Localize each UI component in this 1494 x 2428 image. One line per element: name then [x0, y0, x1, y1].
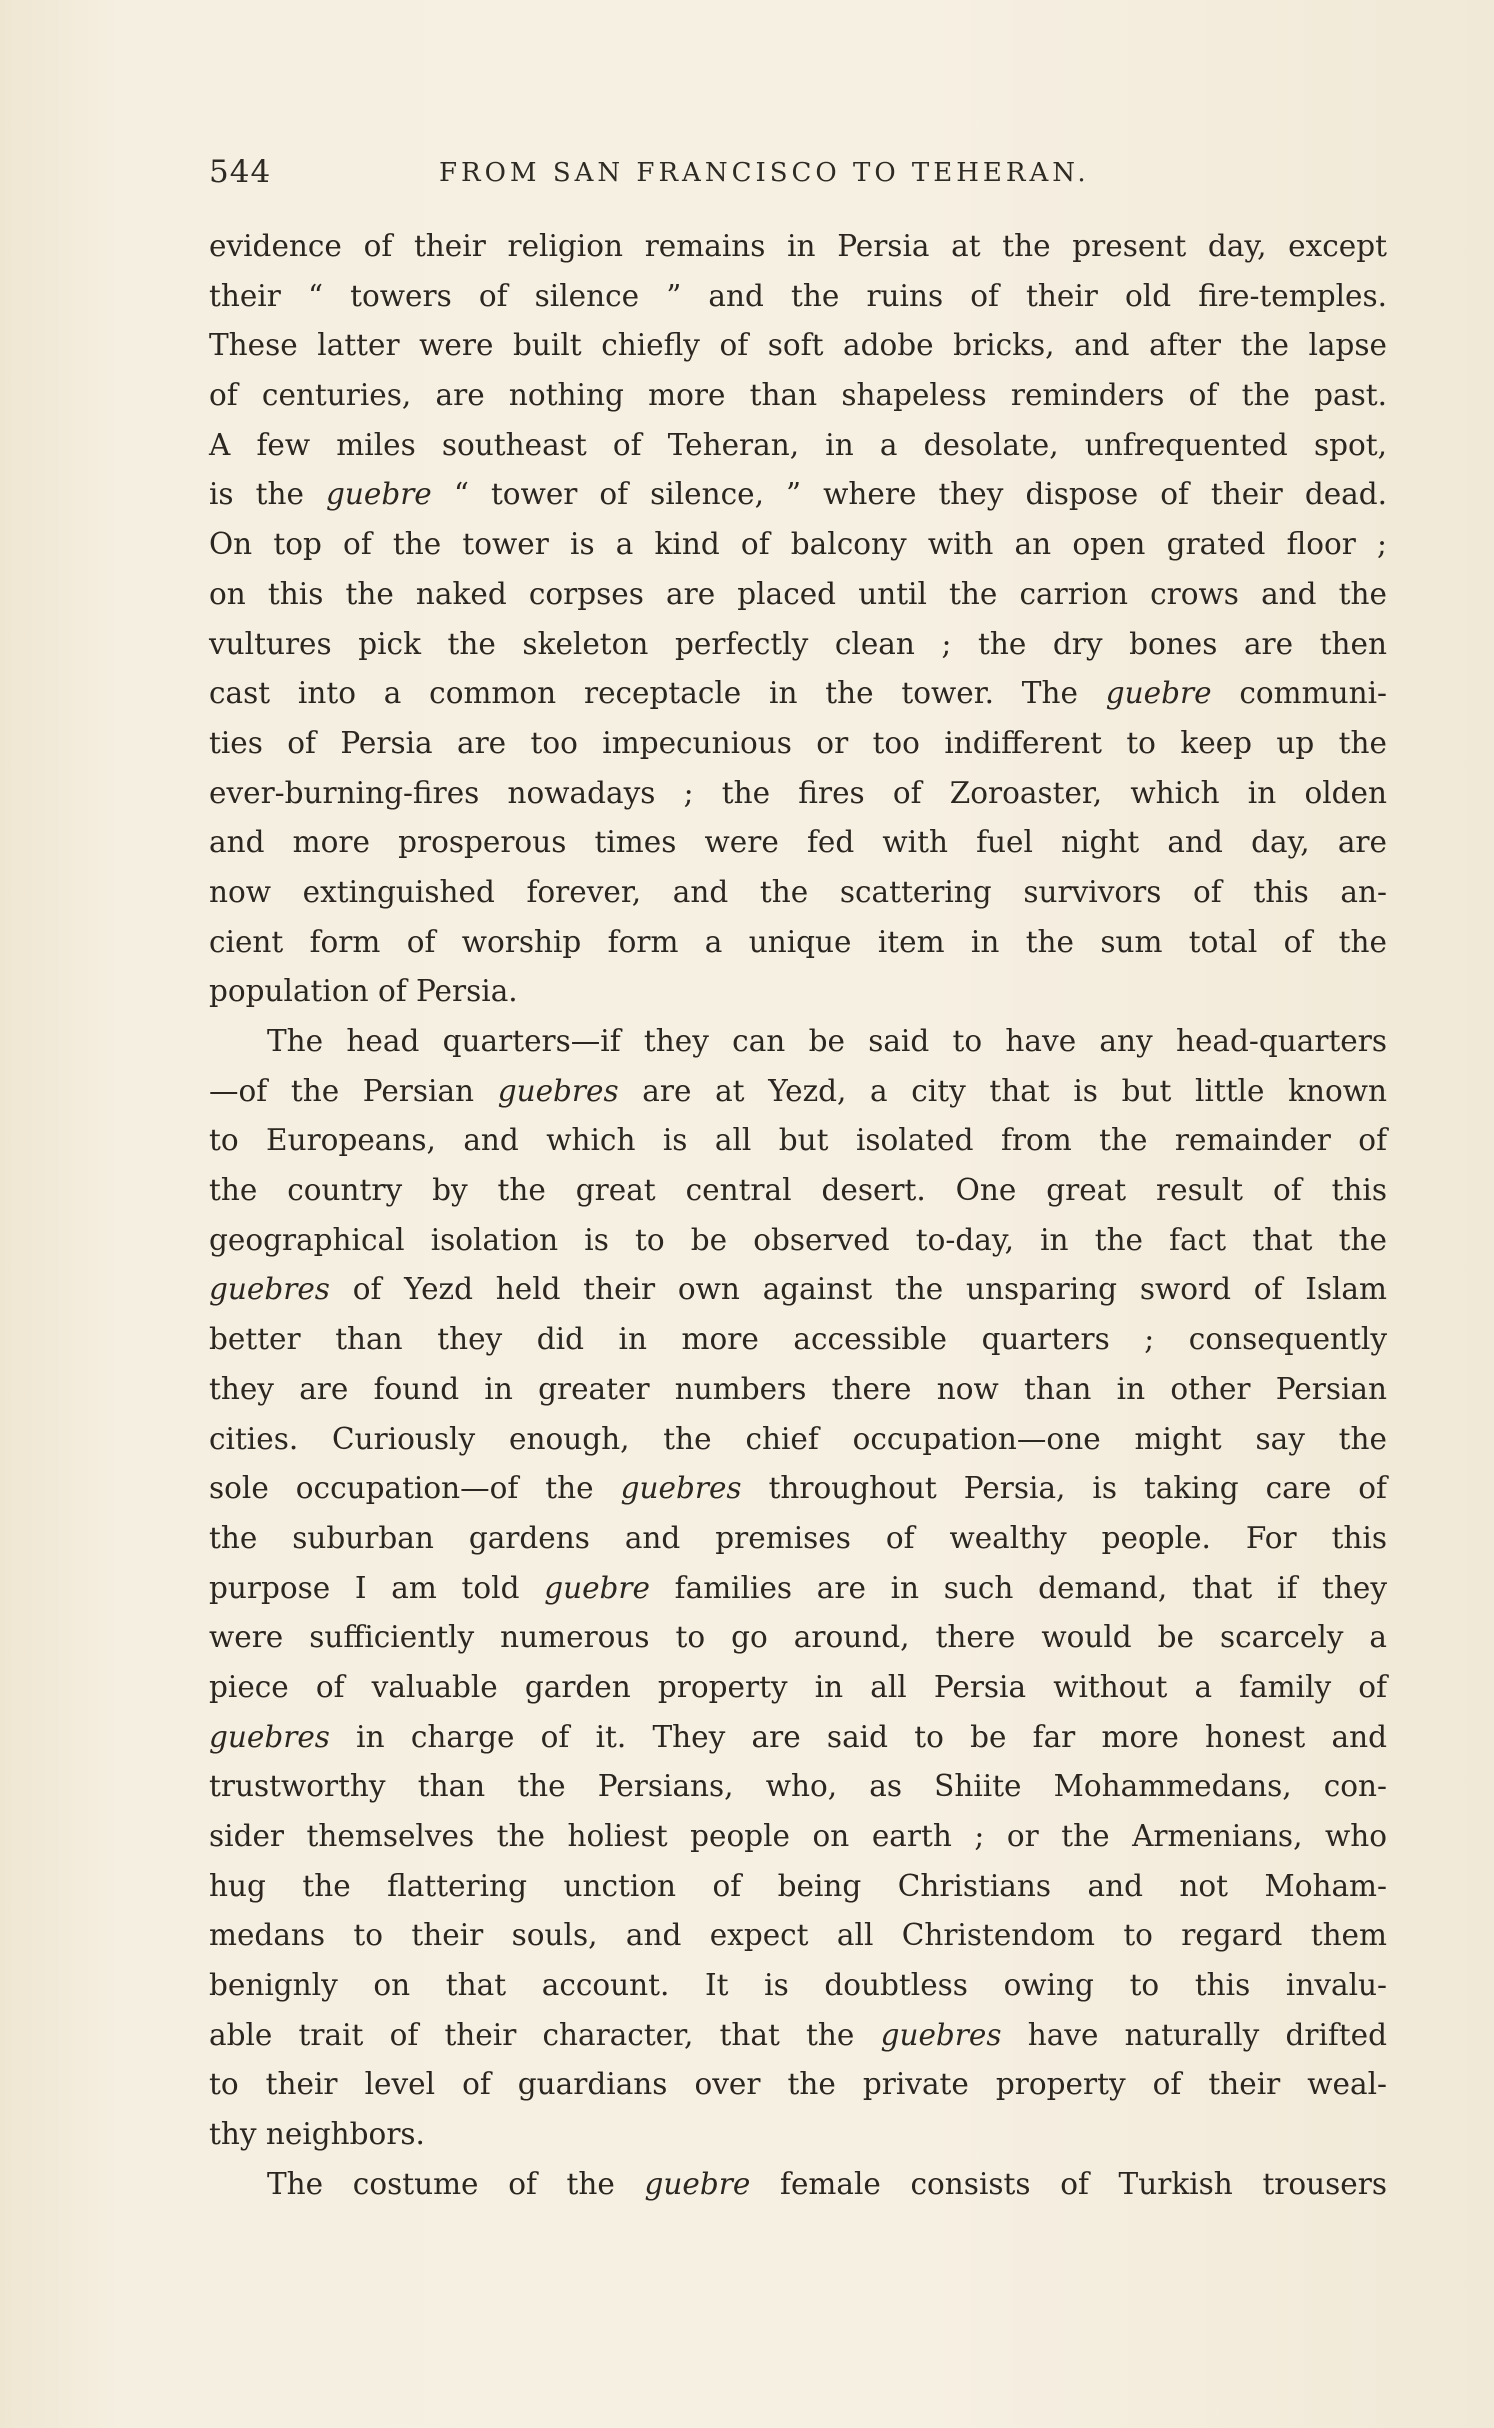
text-line: population of Persia. [209, 974, 518, 1009]
italic-term: guebres [209, 1719, 330, 1754]
text-line: and more prosperous times were fed with fuel night and day, are [209, 825, 1387, 860]
text-run: families are in such demand, that if they [649, 1570, 1387, 1605]
italic-term: guebres [497, 1073, 619, 1108]
text-run: purpose I am told [209, 1570, 545, 1605]
text-line: piece of valuable garden property in all Persia without a family of [209, 1669, 1387, 1704]
text-run: throughout Persia, is taking care of [741, 1471, 1387, 1506]
text-line: their “ towers of silence ” and the ruins of their old fire-temples. [209, 278, 1387, 313]
text-line: ever-burning-fires nowadays ; the fires of Zoroaster, which in olden [209, 775, 1387, 810]
text-line: ties of Persia are too impecunious or too indifferent to keep up the [209, 725, 1387, 760]
italic-term: guebre [644, 2166, 751, 2201]
text-line: better than they did in more accessible quarters ; consequently [209, 1322, 1387, 1357]
text-run: in charge of it. They are said to be far more honest and [329, 1719, 1387, 1754]
text-line: The head quarters—if they can be said to have any head-quarters [267, 1024, 1387, 1058]
text-run: communi- [1211, 676, 1387, 711]
text-line: to their level of guardians over the private property of their weal- [209, 2067, 1387, 2102]
text-line [209, 1067, 1387, 1117]
text-line [209, 470, 1387, 520]
text-run: is the [209, 477, 326, 512]
page-number: 544 [209, 154, 272, 190]
text-line: benignly on that account. It is doubtless owing to this invalu- [209, 1968, 1387, 2003]
text-line: thy neighbors. [209, 2117, 425, 2152]
text-line: cities. Curiously enough, the chief occupation—one might say the [209, 1421, 1387, 1456]
text-line: cient form of worship form a unique item in the sum total of the [209, 924, 1387, 959]
text-run: able trait of their character, that the [209, 2017, 881, 2052]
text-run: sole occupation—of the [209, 1471, 621, 1506]
running-head: FROM SAN FRANCISCO TO TEHERAN. [439, 158, 1090, 188]
text-line [209, 1713, 1387, 1763]
text-line: medans to their souls, and expect all Christendom to regard them [209, 1918, 1387, 1953]
text-run: are at Yezd, a city that is but little known [618, 1073, 1387, 1108]
text-line: evidence of their religion remains in Persia at the present day, except [209, 229, 1387, 263]
text-run: —of the Persian [209, 1073, 498, 1108]
text-run: female consists of Turkish trousers [750, 2166, 1387, 2201]
text-line: vultures pick the skeleton perfectly clean ; the dry bones are then [209, 626, 1387, 661]
text-run: The costume of the [267, 2166, 645, 2201]
text-line [209, 2160, 1387, 2210]
body-text [209, 222, 1387, 2210]
text-line: trustworthy than the Persians, who, as Shiite Mohammedans, con- [209, 1769, 1387, 1804]
text-line: These latter were built chiefly of soft adobe bricks, and after the lapse [209, 328, 1387, 363]
text-run: “ tower of silence, ” where they dispose of their dead. [431, 477, 1388, 512]
italic-term: guebres [880, 2017, 1002, 2052]
text-line: A few miles southeast of Teheran, in a desolate, unfrequented spot, [209, 427, 1387, 462]
text-line: on this the naked corpses are placed until the carrion crows and the [209, 576, 1387, 611]
text-line: geographical isolation is to be observed to-day, in the fact that the [209, 1222, 1387, 1257]
text-line [209, 1464, 1387, 1514]
text-line: now extinguished forever, and the scattering survivors of this an- [209, 874, 1387, 909]
text-line: sider themselves the holiest people on earth ; or the Armenians, who [209, 1819, 1387, 1853]
text-run: have naturally drifted [1001, 2017, 1387, 2052]
text-line [209, 2011, 1387, 2061]
text-line: to Europeans, and which is all but isolated from the remainder of [209, 1123, 1387, 1158]
text-line [209, 1265, 1387, 1315]
italic-term: guebre [325, 477, 432, 512]
text-line: they are found in greater numbers there now than in other Persian [209, 1371, 1387, 1406]
text-line: On top of the tower is a kind of balcony with an open grated floor ; [209, 527, 1387, 562]
text-line [209, 1564, 1387, 1614]
text-line: the suburban gardens and premises of wealthy people. For this [209, 1520, 1387, 1555]
page-header [209, 150, 1164, 200]
text-run: of Yezd held their own against the unsparing sword of Islam [329, 1272, 1387, 1307]
text-line: the country by the great central desert. One great result of this [209, 1173, 1387, 1208]
italic-term: guebre [1105, 676, 1212, 711]
italic-term: guebre [544, 1570, 650, 1605]
text-line: were sufficiently numerous to go around, there would be scarcely a [209, 1620, 1387, 1655]
italic-term: guebres [620, 1471, 742, 1506]
text-line: of centuries, are nothing more than shapeless reminders of the past. [209, 378, 1387, 413]
text-line [209, 669, 1387, 719]
text-run: cast into a common receptacle in the tower. The [209, 676, 1106, 711]
text-line: hug the flattering unction of being Christians and not Moham- [209, 1868, 1387, 1903]
italic-term: guebres [209, 1272, 330, 1307]
